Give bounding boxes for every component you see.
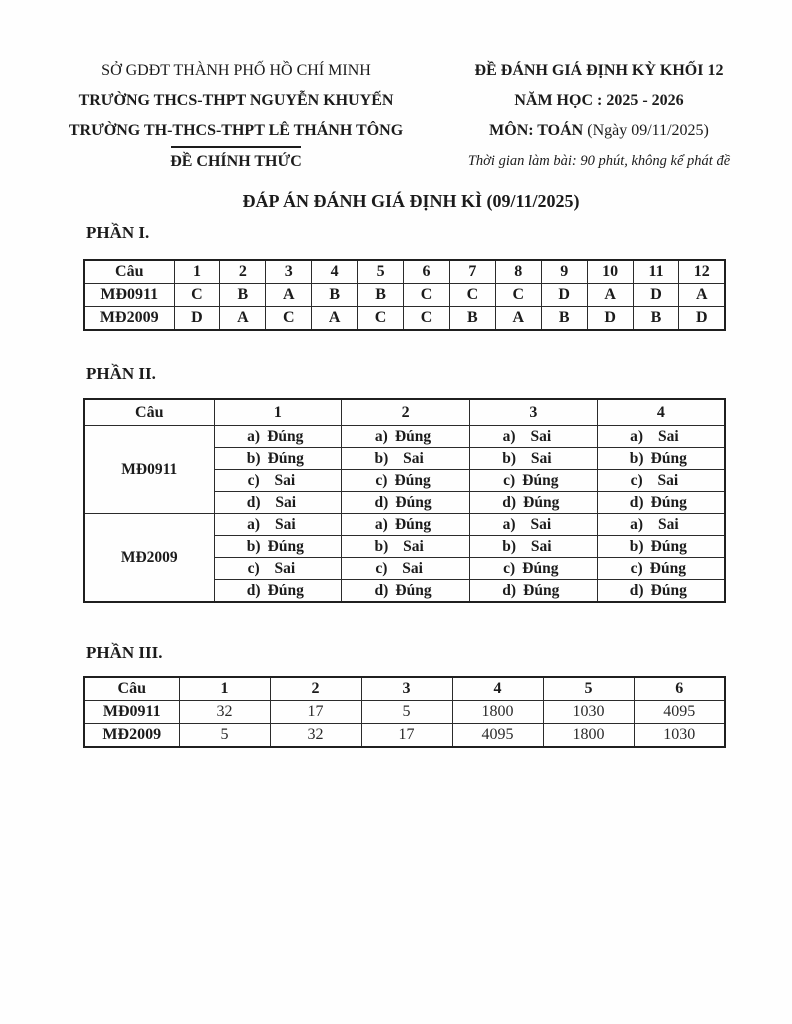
- answer-item-value: Đúng: [522, 559, 559, 577]
- part3-heading: PHẦN III.: [86, 643, 163, 662]
- answer-cell: D: [679, 307, 725, 331]
- answer-item-value: Đúng: [650, 537, 687, 555]
- question-number-header: 7: [449, 260, 495, 284]
- answer-item-value: Sai: [274, 559, 296, 577]
- part3-answer-table: [83, 676, 726, 748]
- exam-code-row: [84, 701, 725, 724]
- school-year: NĂM HỌC : 2025 - 2026: [514, 92, 684, 109]
- true-false-answer-cell: [470, 558, 598, 580]
- question-number-header: 6: [404, 260, 450, 284]
- answer-item-value: Đúng: [395, 581, 432, 599]
- exam-code-label: MĐ0911: [84, 426, 214, 514]
- answer-item-value: Đúng: [650, 581, 687, 599]
- answer-item-prefix: b): [246, 537, 261, 555]
- answer-item-prefix: b): [629, 449, 644, 467]
- true-false-answer-cell: [597, 448, 725, 470]
- answer-item-prefix: c): [503, 471, 516, 489]
- answer-cell: B: [220, 284, 266, 307]
- answer-item-value: Đúng: [650, 449, 687, 467]
- true-false-answer-cell: [470, 492, 598, 514]
- exam-code-row: [84, 724, 725, 748]
- true-false-answer-cell: [470, 580, 598, 603]
- header-left-block: [40, 56, 432, 176]
- answer-item-value: Sai: [530, 515, 552, 533]
- answer-item-value: Sai: [657, 427, 679, 445]
- question-number-header: 9: [541, 260, 587, 284]
- exam-code-label: MĐ2009: [84, 307, 174, 331]
- answer-cell: 32: [270, 724, 361, 748]
- answer-cell: A: [220, 307, 266, 331]
- answer-cell: C: [404, 284, 450, 307]
- answer-item-value: Đúng: [267, 537, 304, 555]
- question-number-header: 2: [270, 677, 361, 701]
- answer-item-prefix: b): [374, 449, 389, 467]
- answer-item-prefix: a): [247, 515, 261, 533]
- answer-cell: C: [449, 284, 495, 307]
- part2-answer-table: [83, 398, 726, 603]
- question-number-header: 1: [174, 260, 220, 284]
- answer-item-value: Đúng: [267, 581, 304, 599]
- answer-item-value: Sai: [530, 427, 552, 445]
- question-number-header: 2: [342, 399, 470, 426]
- answer-item-prefix: d): [502, 493, 517, 511]
- true-false-answer-cell: [342, 470, 470, 492]
- question-number-header: 2: [220, 260, 266, 284]
- answer-cell: B: [358, 284, 404, 307]
- answer-item-value: Đúng: [395, 493, 432, 511]
- true-false-answer-cell: [470, 426, 598, 448]
- answer-item-prefix: c): [375, 559, 388, 577]
- answer-item-prefix: d): [246, 493, 261, 511]
- answer-item-prefix: a): [374, 427, 388, 445]
- question-number-header: 12: [679, 260, 725, 284]
- true-false-answer-cell: [342, 448, 470, 470]
- true-false-answer-cell: [470, 514, 598, 536]
- true-false-answer-cell: [597, 470, 725, 492]
- true-false-answer-cell: [470, 470, 598, 492]
- answer-item-value: Sai: [657, 471, 679, 489]
- answer-cell: C: [358, 307, 404, 331]
- exam-code-row: [84, 284, 725, 307]
- answer-cell: C: [495, 284, 541, 307]
- question-number-header: 6: [634, 677, 725, 701]
- answer-cell: 1800: [543, 724, 634, 748]
- true-false-answer-cell: [597, 536, 725, 558]
- question-number-header: 5: [543, 677, 634, 701]
- answer-item-prefix: c): [630, 559, 643, 577]
- exam-code-row: [84, 307, 725, 331]
- part1-heading: PHẦN I.: [86, 223, 150, 242]
- question-number-header: 4: [452, 677, 543, 701]
- answer-cell: D: [587, 307, 633, 331]
- answer-cell: B: [541, 307, 587, 331]
- answer-item-prefix: a): [630, 427, 644, 445]
- answer-item-prefix: a): [247, 427, 261, 445]
- true-false-answer-cell: [342, 492, 470, 514]
- answer-item-value: Đúng: [650, 493, 687, 511]
- true-false-answer-cell: [214, 492, 342, 514]
- answer-item-value: Sai: [530, 449, 552, 467]
- answer-cell: D: [633, 284, 679, 307]
- answer-item-prefix: a): [502, 427, 516, 445]
- answer-cell: C: [174, 284, 220, 307]
- answer-item-value: Đúng: [523, 493, 560, 511]
- answer-cell: 1800: [452, 701, 543, 724]
- answer-item-prefix: c): [375, 471, 388, 489]
- answer-cell: 1030: [543, 701, 634, 724]
- answer-item-value: Đúng: [267, 449, 304, 467]
- answer-item-value: Đúng: [522, 471, 559, 489]
- question-number-header: 3: [470, 399, 598, 426]
- answer-item-prefix: d): [246, 581, 261, 599]
- true-false-answer-cell: [470, 536, 598, 558]
- answer-item-prefix: a): [630, 515, 644, 533]
- exam-code-label: MĐ2009: [84, 514, 214, 603]
- school-name-1: TRƯỜNG THCS-THPT NGUYỄN KHUYẾN: [78, 92, 394, 109]
- answer-item-value: Đúng: [394, 515, 432, 533]
- answer-item-prefix: d): [629, 581, 644, 599]
- true-false-answer-cell: [597, 514, 725, 536]
- exam-code-label: MĐ0911: [84, 701, 179, 724]
- answer-cell: 32: [179, 701, 270, 724]
- official-exam-label: ĐỀ CHÍNH THỨC: [170, 153, 302, 170]
- true-false-answer-cell: [342, 580, 470, 603]
- answer-item-prefix: a): [502, 515, 516, 533]
- question-column-header: Câu: [84, 677, 179, 701]
- question-number-header: 1: [179, 677, 270, 701]
- answer-item-value: Sai: [657, 515, 679, 533]
- exam-code-label: MĐ0911: [84, 284, 174, 307]
- answer-item-value: Đúng: [523, 581, 560, 599]
- true-false-answer-cell: [597, 580, 725, 603]
- question-number-header: 5: [358, 260, 404, 284]
- answer-item-value: Đúng: [649, 559, 686, 577]
- answer-cell: D: [174, 307, 220, 331]
- answer-item-prefix: b): [374, 537, 389, 555]
- answer-item-value: Sai: [275, 493, 297, 511]
- answer-item-prefix: c): [247, 471, 260, 489]
- true-false-answer-cell: [214, 558, 342, 580]
- true-false-answer-cell: [214, 426, 342, 448]
- answer-item-prefix: d): [629, 493, 644, 511]
- true-false-answer-cell: [342, 558, 470, 580]
- answer-key-title: ĐÁP ÁN ĐÁNH GIÁ ĐỊNH KÌ (09/11/2025): [242, 191, 580, 211]
- answer-cell: A: [495, 307, 541, 331]
- answer-item-prefix: b): [246, 449, 261, 467]
- subject-label: MÔN: TOÁN: [489, 122, 584, 139]
- true-false-answer-cell: [597, 492, 725, 514]
- answer-item-prefix: b): [629, 537, 644, 555]
- question-number-header: 3: [266, 260, 312, 284]
- question-number-header: 10: [587, 260, 633, 284]
- answer-item-prefix: a): [374, 515, 388, 533]
- duration-note: Thời gian làm bài: 90 phút, không kể phát đề: [467, 153, 731, 169]
- answer-cell: C: [266, 307, 312, 331]
- true-false-answer-cell: [342, 536, 470, 558]
- true-false-answer-cell: [597, 558, 725, 580]
- question-number-header: 11: [633, 260, 679, 284]
- subject-date: (Ngày 09/11/2025): [583, 122, 709, 139]
- answer-item-value: Sai: [403, 537, 424, 555]
- answer-item-value: Sai: [402, 559, 423, 577]
- answer-cell: 4095: [634, 701, 725, 724]
- exam-title: ĐỀ ĐÁNH GIÁ ĐỊNH KỲ KHỐI 12: [474, 62, 724, 79]
- question-number-header: 4: [312, 260, 358, 284]
- answer-item-prefix: b): [502, 537, 517, 555]
- answer-item-prefix: c): [247, 559, 260, 577]
- answer-item-prefix: d): [374, 581, 389, 599]
- true-false-answer-cell: [342, 514, 470, 536]
- answer-cell: B: [449, 307, 495, 331]
- part1-answer-table: [83, 259, 726, 331]
- answer-cell: A: [266, 284, 312, 307]
- answer-cell: A: [312, 307, 358, 331]
- answer-item-prefix: b): [502, 449, 517, 467]
- answer-cell: 4095: [452, 724, 543, 748]
- answer-item-value: Sai: [274, 515, 296, 533]
- answer-item-value: Đúng: [394, 427, 432, 445]
- part2-heading: PHẦN II.: [86, 364, 156, 383]
- question-number-header: 4: [597, 399, 725, 426]
- true-false-answer-cell: [214, 470, 342, 492]
- header-right-block: [434, 56, 764, 176]
- department-name: SỞ GDĐT THÀNH PHỐ HỒ CHÍ MINH: [101, 62, 371, 79]
- true-false-answer-cell: [214, 536, 342, 558]
- question-number-header: 3: [361, 677, 452, 701]
- true-false-answer-cell: [214, 448, 342, 470]
- true-false-answer-cell: [342, 426, 470, 448]
- true-false-answer-cell: [470, 448, 598, 470]
- document-header: [0, 0, 792, 176]
- answer-cell: B: [312, 284, 358, 307]
- answer-item-value: Sai: [530, 537, 552, 555]
- subject-line: [434, 116, 764, 146]
- answer-cell: C: [404, 307, 450, 331]
- answer-cell: A: [587, 284, 633, 307]
- answer-item-value: Sai: [274, 471, 296, 489]
- answer-item-value: Sai: [403, 449, 424, 467]
- true-false-answer-cell: [597, 426, 725, 448]
- answer-item-prefix: d): [502, 581, 517, 599]
- answer-cell: A: [679, 284, 725, 307]
- answer-item-value: Đúng: [394, 471, 431, 489]
- question-number-header: 8: [495, 260, 541, 284]
- answer-cell: B: [633, 307, 679, 331]
- answer-cell: 5: [179, 724, 270, 748]
- school-name-2: TRƯỜNG TH-THCS-THPT LÊ THÁNH TÔNG: [68, 122, 404, 139]
- answer-cell: 17: [361, 724, 452, 748]
- answer-item-value: Đúng: [267, 427, 304, 445]
- question-column-header: Câu: [84, 260, 174, 284]
- question-number-header: 1: [214, 399, 342, 426]
- answer-item-prefix: d): [374, 493, 389, 511]
- answer-cell: D: [541, 284, 587, 307]
- answer-item-prefix: c): [503, 559, 516, 577]
- exam-code-label: MĐ2009: [84, 724, 179, 748]
- answer-cell: 17: [270, 701, 361, 724]
- question-column-header: Câu: [84, 399, 214, 426]
- true-false-answer-cell: [214, 514, 342, 536]
- answer-item-prefix: c): [630, 471, 643, 489]
- answer-cell: 1030: [634, 724, 725, 748]
- true-false-answer-cell: [214, 580, 342, 603]
- answer-cell: 5: [361, 701, 452, 724]
